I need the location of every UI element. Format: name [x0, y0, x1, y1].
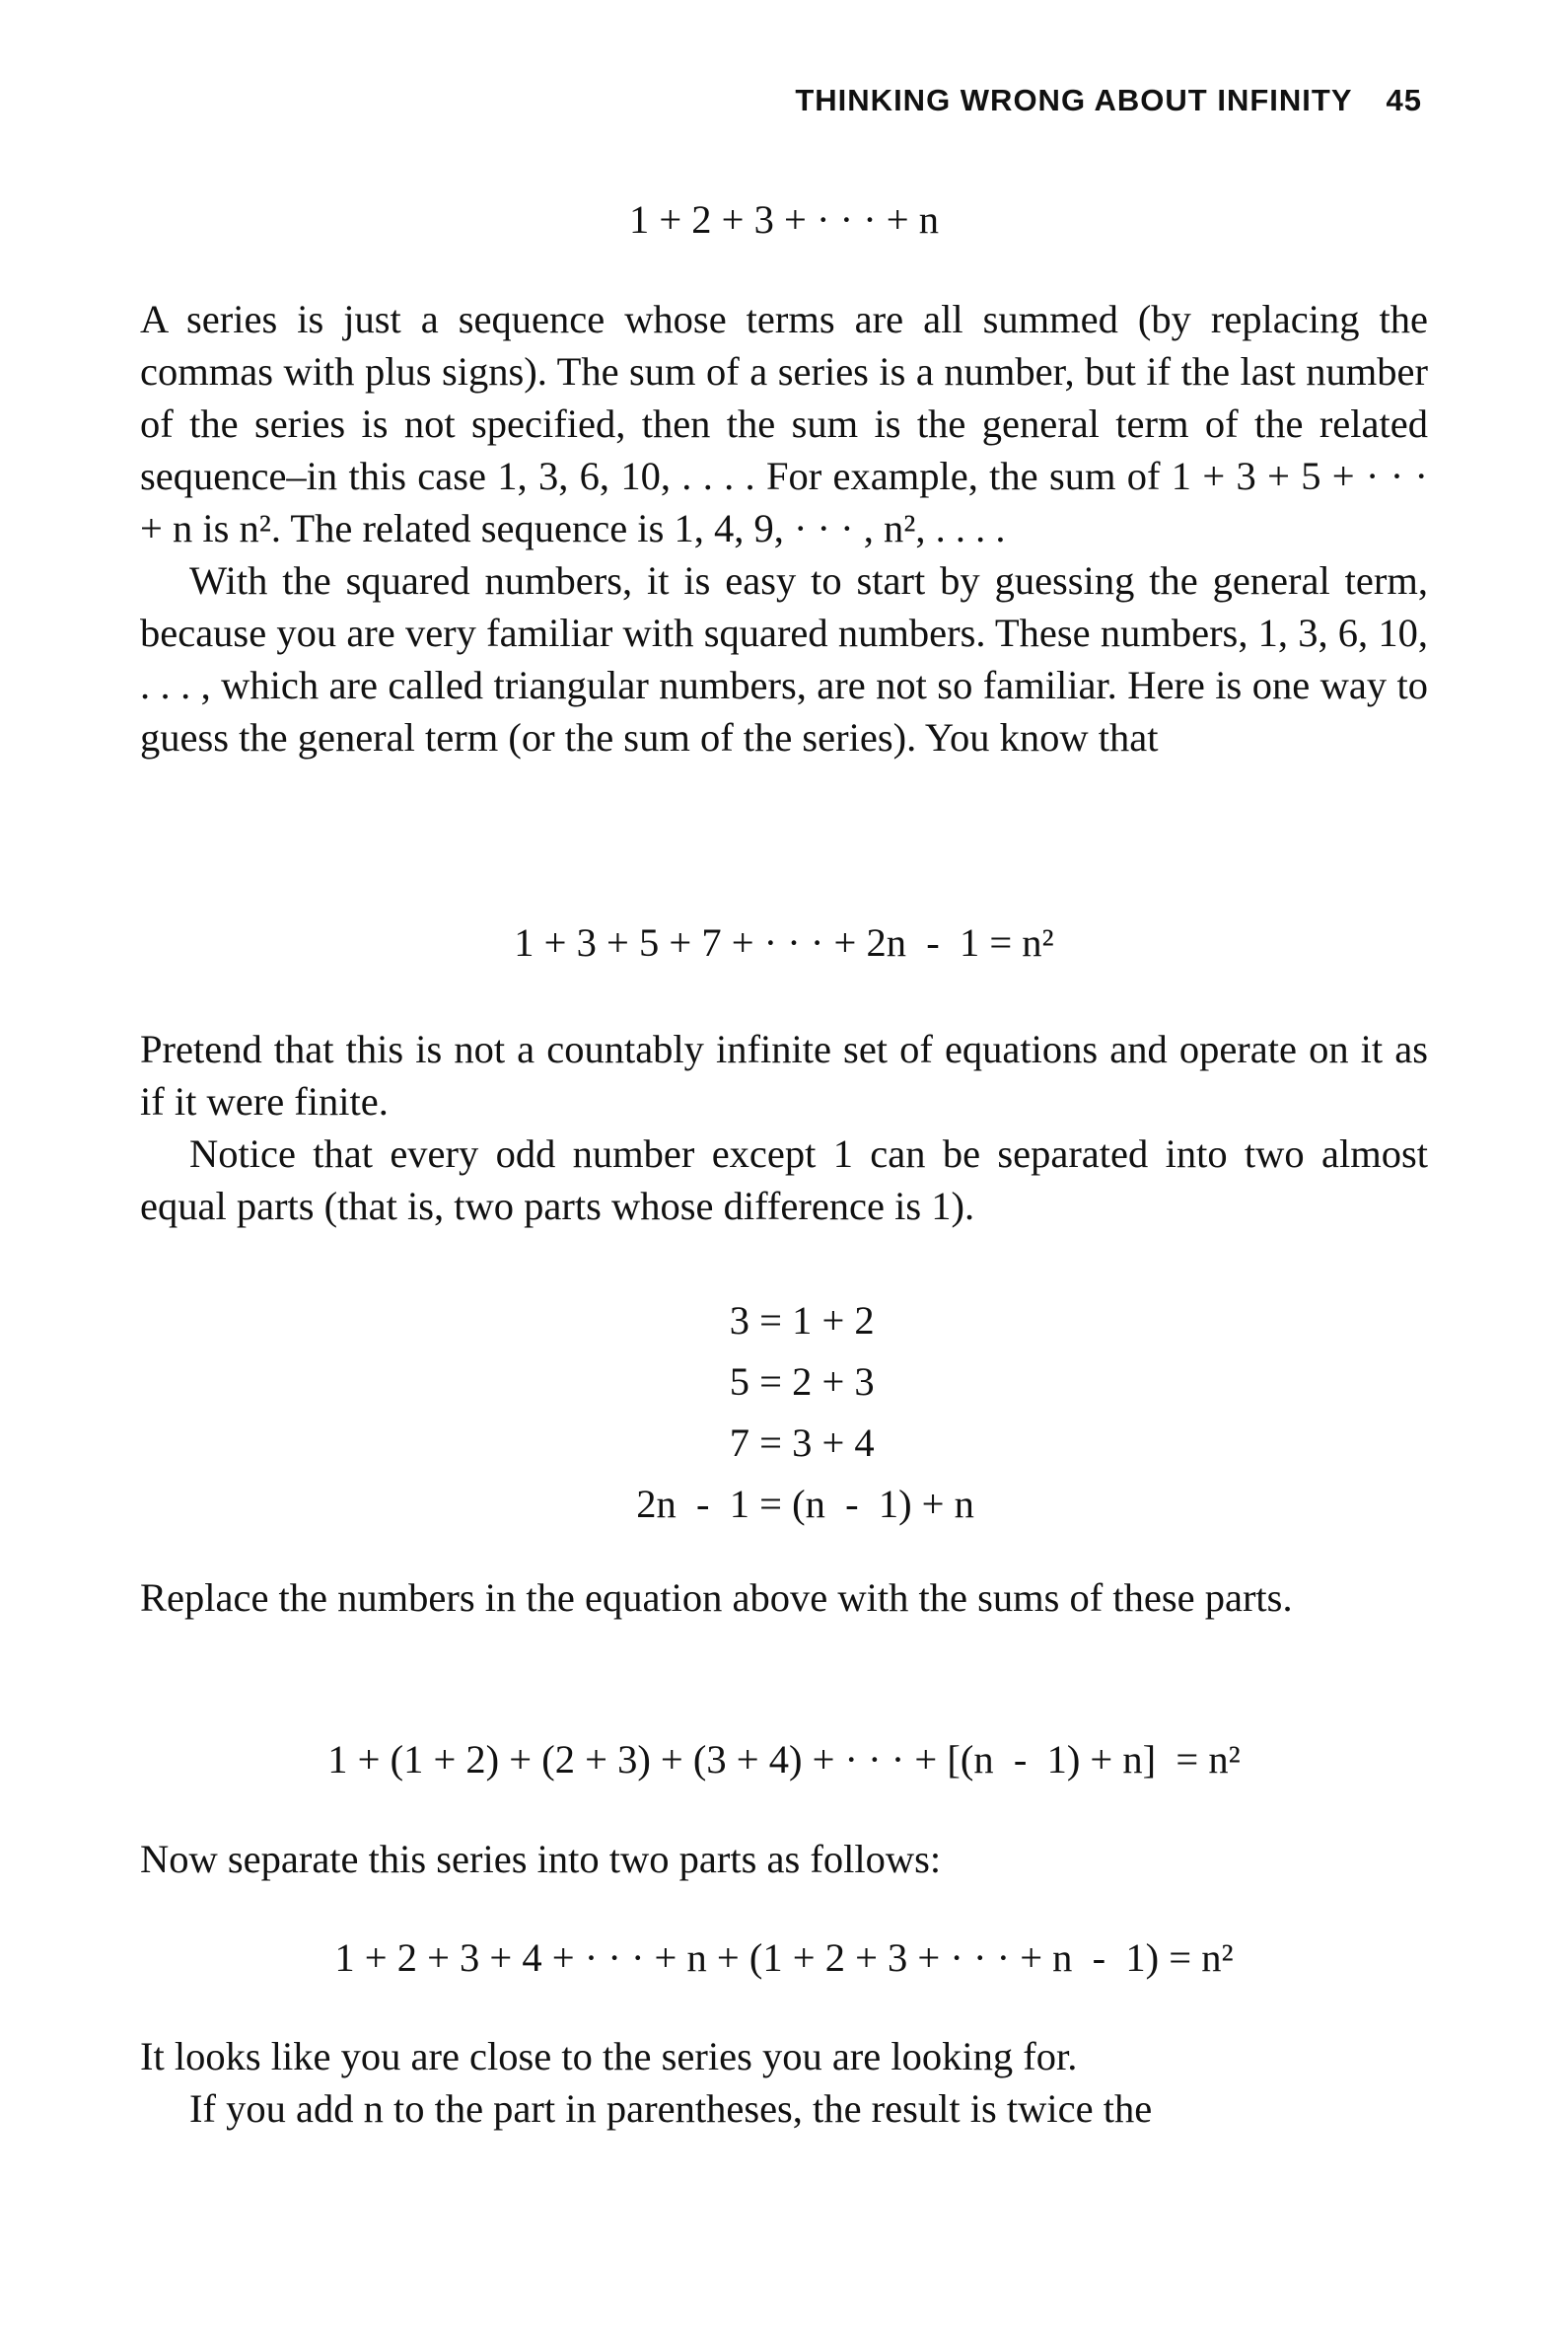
running-header — [795, 83, 1422, 118]
equation-1: 1 + 2 + 3 + · · · + n — [628, 197, 940, 242]
text-block-3 — [140, 1571, 1428, 1624]
system-row — [552, 1290, 986, 1351]
system-lhs: 3 — [729, 1298, 749, 1343]
system-rhs: = 2 + 3 — [749, 1359, 875, 1404]
system-lhs: 7 — [729, 1420, 749, 1465]
system-rhs: = (n - 1) + n — [749, 1482, 974, 1526]
paragraph-separate: Now separate this series into two parts as follows: — [140, 1837, 942, 1881]
text-block-4 — [140, 1833, 1428, 1885]
paragraph-series-definition: A series is just a sequence whose terms are all summed (by replacing the commas with plus signs). The sum of a series is a number, but if the last number of the series is not specified, then the sum is the general term of the related sequence–in this case 1, 3, 6, 10, . . . . For example, the sum of 1 + 3 + 5 + · · · + n is n². The related sequence is 1, 4, 9, · · · , n², . . . . — [140, 297, 1428, 550]
page-number: 45 — [1386, 83, 1422, 117]
system-row — [552, 1351, 986, 1413]
equation-system — [552, 1290, 986, 1535]
paragraph-pretend: Pretend that this is not a countably infinite set of equations and operate on it as if it were finite. — [140, 1027, 1428, 1124]
system-rhs: = 1 + 2 — [749, 1298, 875, 1343]
equation-2: 1 + 3 + 5 + 7 + · · · + 2n - 1 = n² — [514, 920, 1054, 965]
paragraph-add-n: If you add n to the part in parentheses, the result is twice the — [189, 2086, 1153, 2131]
system-lhs: 2n - 1 — [636, 1482, 749, 1526]
equation-3: 1 + (1 + 2) + (2 + 3) + (3 + 4) + · · · + [(n - 1) + n] = n² — [327, 1737, 1241, 1782]
system-row — [552, 1413, 986, 1474]
system-rhs: = 3 + 4 — [749, 1420, 875, 1465]
paragraph-replace: Replace the numbers in the equation above with the sums of these parts. — [140, 1575, 1293, 1620]
text-block-1 — [140, 293, 1428, 764]
system-lhs: 5 — [729, 1359, 749, 1404]
paragraph-close: It looks like you are close to the series you are looking for. — [140, 2034, 1078, 2078]
paragraph-notice: Notice that every odd number except 1 can be separated into two almost equal parts (that is, two parts whose difference is 1). — [140, 1131, 1428, 1228]
text-block-2 — [140, 1023, 1428, 1232]
equation-4: 1 + 2 + 3 + 4 + · · · + n + (1 + 2 + 3 + · · · + n - 1) = n² — [334, 1935, 1234, 1980]
running-title: THINKING WRONG ABOUT INFINITY — [795, 83, 1353, 117]
system-row — [552, 1474, 986, 1535]
text-block-5 — [140, 2030, 1428, 2135]
paragraph-triangular-numbers: With the squared numbers, it is easy to start by guessing the general term, because you are very familiar with squared numbers. These numbers, 1, 3, 6, 10, . . . , which are called triangular numbers, are not so familiar. Here is one way to guess the general term (or the sum of the series). You know that — [140, 558, 1428, 760]
